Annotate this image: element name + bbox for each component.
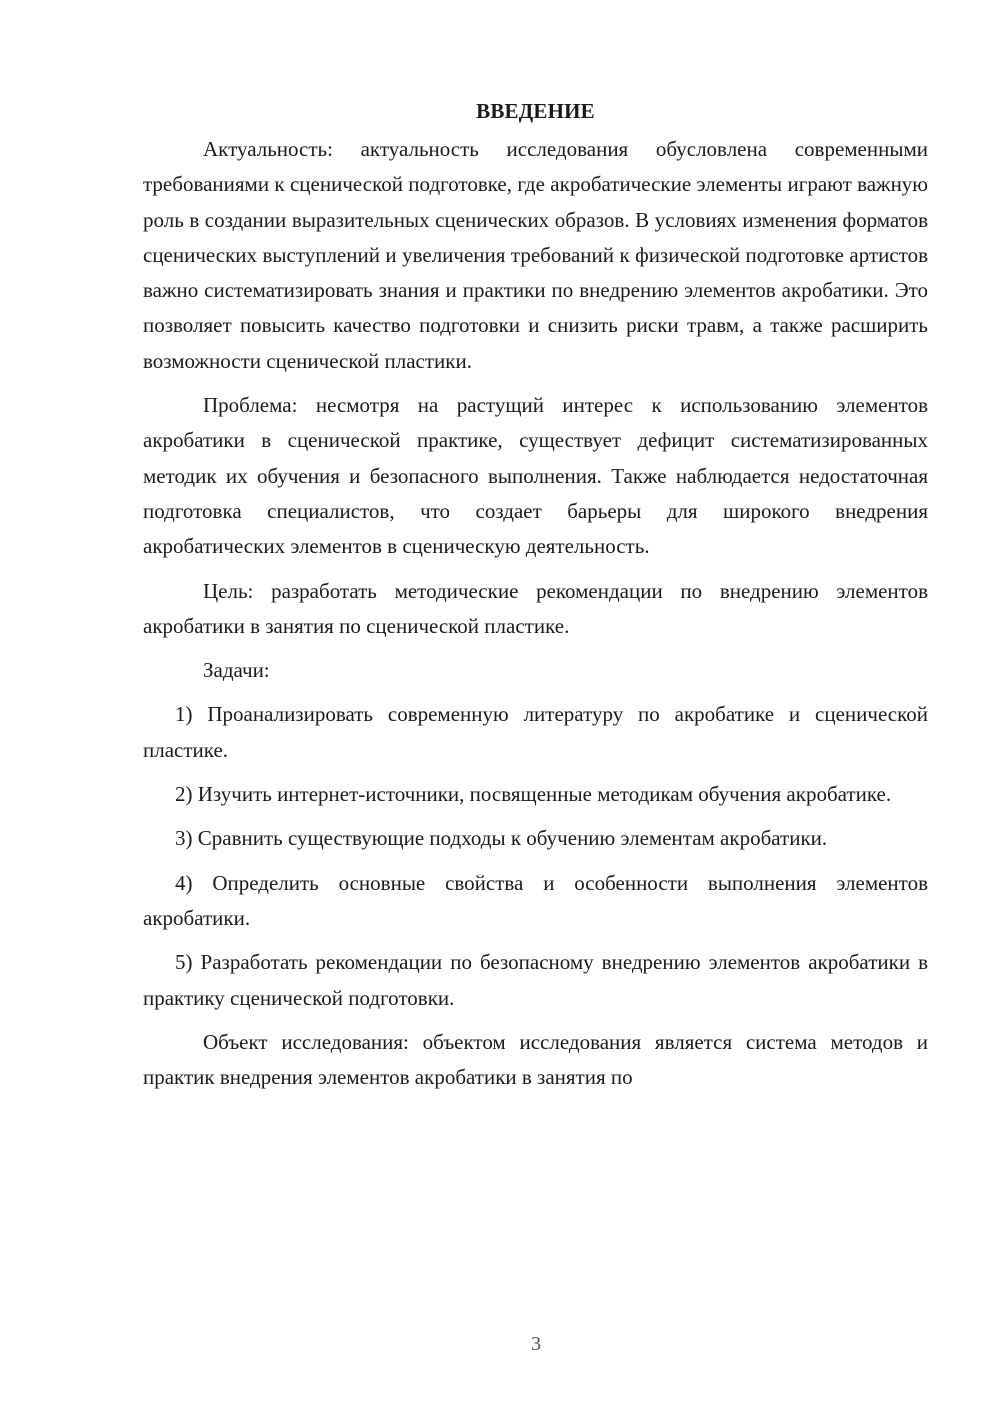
relevance-paragraph: Актуальность: актуальность исследования обусловлена современными требованиями к сценической подготовке, где акробатические элементы играют важную роль в создании выразительных сценических образов. В условиях изменения форматов сценических выступлений и увеличения требований к физической подготовке артистов важно систематизировать знания и практики по внедрению элементов акробатики. Это позволяет повысить качество подготовки и снизить риски травм, а также расширить возможности сценической пластики. — [143, 137, 928, 373]
task-item-5: 5) Разработать рекомендации по безопасному внедрению элементов акробатики в практику сценической подготовки. — [143, 950, 928, 1010]
task-item-4: 4) Определить основные свойства и особенности выполнения элементов акробатики. — [143, 870, 928, 930]
page-number: 3 — [531, 1333, 541, 1355]
section-title: ВВЕДЕНИЕ — [476, 99, 595, 123]
problem-paragraph: Проблема: несмотря на растущий интерес к использованию элементов акробатики в сценической практике, существует дефицит систематизированных методик их обучения и безопасного выполнения. Также наблюдается недостаточная подготовка специалистов, что создает барьеры для широкого внедрения акробатических элементов в сценическую деятельность. — [143, 393, 928, 559]
task-item-2: 2) Изучить интернет-источники, посвященные методикам обучения акробатике. — [175, 782, 892, 807]
document-page — [143, 96, 928, 1104]
tasks-heading: Задачи: — [203, 658, 270, 683]
goal-paragraph: Цель: разработать методические рекомендации по внедрению элементов акробатики в занятия по сценической пластике. — [143, 578, 928, 638]
task-item-3: 3) Сравнить существующие подходы к обучению элементам акробатики. — [175, 826, 828, 851]
object-paragraph: Объект исследования: объектом исследования является система методов и практик внедрения элементов акробатики в занятия по — [143, 1029, 928, 1090]
task-item-1: 1) Проанализировать современную литературу по акробатике и сценической пластике. — [143, 702, 928, 762]
